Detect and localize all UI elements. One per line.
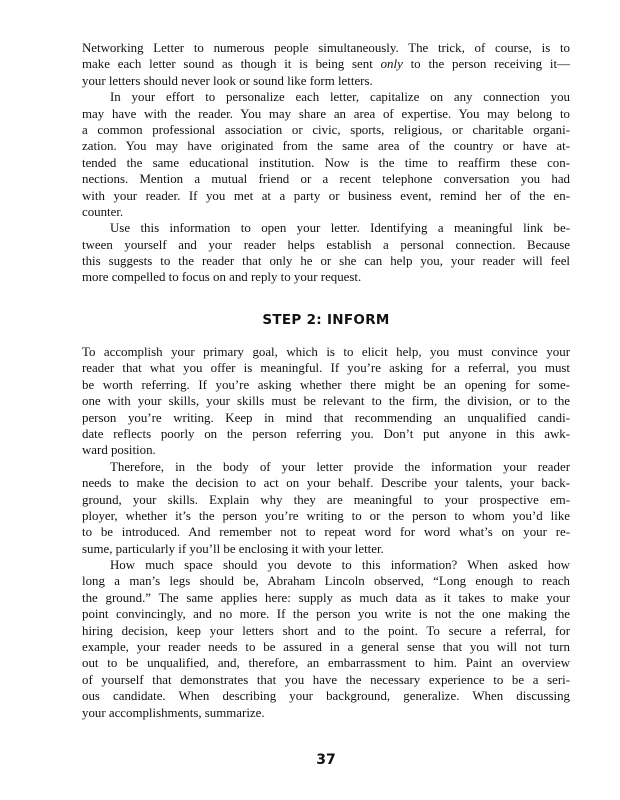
text-line: counter.: [82, 204, 124, 219]
text-segment: to the person receiving it—: [402, 57, 570, 72]
text-line: sume, particularly if you’ll be enclosing it with your letter.: [82, 541, 384, 556]
text-line: more compelled to focus on and reply to your request.: [82, 270, 362, 285]
text-line: tween yourself and your reader helps establish a personal connection. Because: [82, 237, 570, 252]
text-line: long a man’s legs should be, Abraham Lincoln observed, “Long enough to reach: [82, 574, 570, 589]
text-line: ous candidate. When describing your background, generalize. When discussing: [82, 689, 570, 704]
text-line: zation. You may have originated from the same area of the country or have at-: [82, 139, 570, 154]
section-2-body: [82, 344, 570, 721]
text-line: date reflects poorly on the person referring you. Don’t put anyone in this awk-: [82, 426, 570, 441]
text-line: out to be unqualified, and, therefore, an embarrassment to him. Paint an overview: [82, 656, 570, 671]
text-line: person you’re writing. Keep in mind that recommending an unqualified candi-: [82, 410, 570, 425]
text-line: the ground.” The same applies here: supply as much data as it takes to make your: [82, 590, 570, 605]
text-line: be worth referring. If you’re asking whether there might be an opening for some-: [82, 377, 570, 392]
text-line: [82, 56, 570, 72]
text-line: a common professional association or civic, sports, religious, or charitable organi-: [82, 122, 570, 137]
text-line: tended the same educational institution. Now is the time to reaffirm these con-: [82, 155, 570, 170]
text-line: your letters should never look or sound like form letters.: [82, 73, 373, 88]
text-line: point convincingly, and no more. If the person you write is not the one making the: [82, 607, 570, 622]
text-line: nections. Mention a mutual friend or a recent telephone conversation you had: [82, 172, 570, 187]
text-line: Therefore, in the body of your letter provide the information your reader: [110, 459, 570, 474]
text-line: your accomplishments, summarize.: [82, 705, 265, 720]
section-heading: STEP 2: INFORM: [262, 312, 390, 328]
text-line: one with your skills, your skills must be relevant to the firm, the division, or to the: [82, 394, 570, 409]
text-line: To accomplish your primary goal, which is to elicit help, you must convince your: [82, 345, 570, 359]
text-line: needs to make the decision to act on your behalf. Describe your talents, your back-: [82, 476, 570, 491]
text-line: reader that what you offer is meaningful. If you’re asking for a referral, you must: [82, 361, 570, 376]
text-line: In your effort to personalize each letter, capitalize on any connection you: [110, 90, 570, 105]
text-line: Use this information to open your letter. Identifying a meaningful link be-: [110, 221, 570, 236]
text-line: Networking Letter to numerous people simultaneously. The trick, of course, is to: [82, 41, 570, 55]
text-line: of yourself that demonstrates that you have the necessary experience to be a seri-: [82, 672, 570, 687]
text-line: ward position.: [82, 443, 156, 458]
text-line: ployer, whether it’s the person you’re writing to or the person to whom you’d like: [82, 508, 570, 523]
text-line: How much space should you devote to this information? When asked how: [110, 558, 570, 573]
text-line: ground, your skills. Explain why they are meaningful to your prospective em-: [82, 492, 570, 507]
section-1-body: [82, 40, 570, 286]
text-line: this suggests to the reader that only he or she can help you, your reader will feel: [82, 254, 570, 269]
text-line: may have with the reader. You may share an area of expertise. You may belong to: [82, 106, 570, 121]
text-line: with your reader. If you met at a party or business event, remind her of the en-: [82, 188, 570, 203]
page-number: 37: [316, 752, 336, 768]
text-line: example, your reader needs to be assured in a general sense that you will not turn: [82, 640, 570, 655]
emphasis-text: only: [380, 57, 403, 72]
text-segment: make each letter sound as though it is being sent: [82, 57, 381, 72]
text-line: to be introduced. And remember not to repeat word for word what’s on your re-: [82, 525, 570, 540]
text-line: hiring decision, keep your letters short and to the point. To secure a referral, for: [82, 623, 570, 638]
